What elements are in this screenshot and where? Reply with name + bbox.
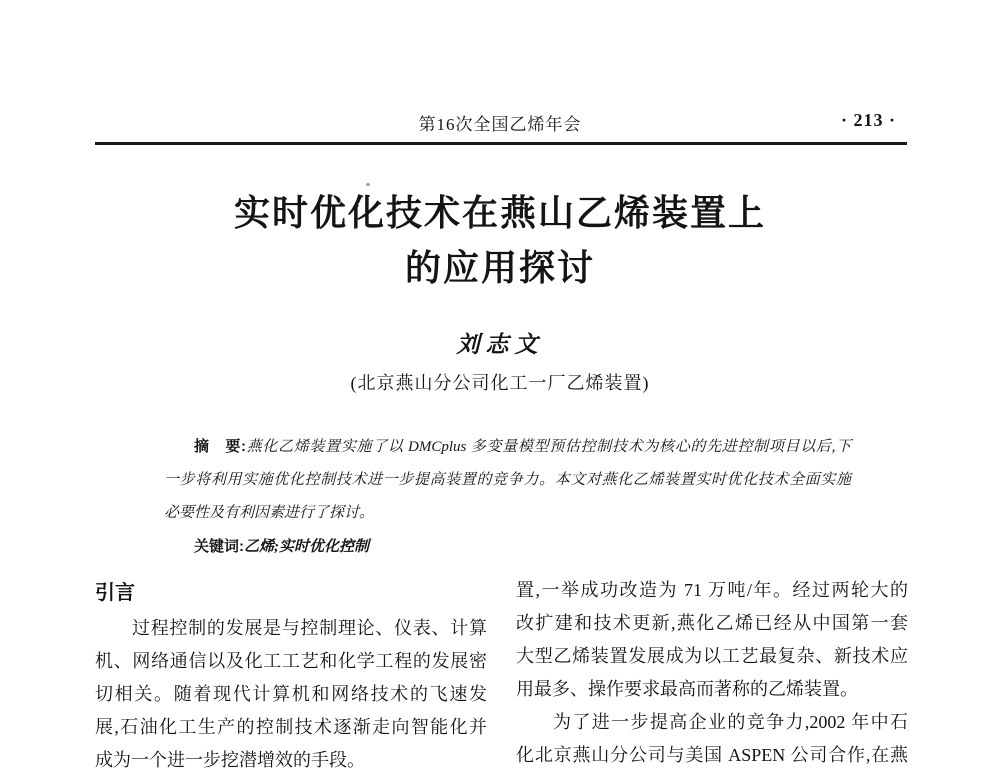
header-page-number: · 213 · bbox=[840, 110, 896, 130]
body-line: 用最多、操作要求最高而著称的乙烯装置。 bbox=[516, 679, 858, 699]
body-line: 改扩建和技术更新,燕化乙烯已经从中国第一套 bbox=[516, 613, 908, 633]
body-column-right bbox=[516, 574, 908, 772]
abstract-line-1 bbox=[164, 430, 851, 464]
paper-title bbox=[0, 185, 1000, 295]
paper-title-line-2: 的应用探讨 bbox=[404, 247, 595, 288]
paper-title-line-1: 实时优化技术在燕山乙烯装置上 bbox=[233, 192, 766, 233]
body-line: 过程控制的发展是与控制理论、仪表、计算 bbox=[132, 618, 487, 638]
keywords-line bbox=[164, 530, 851, 564]
body-line: 化北京燕山分公司与美国 ASPEN 公司合作,在燕 bbox=[516, 745, 908, 765]
abstract-block bbox=[164, 430, 851, 564]
abstract-label: 摘 要: bbox=[194, 438, 247, 455]
author-name: 刘志文 bbox=[456, 332, 544, 357]
keywords-label: 关键词: bbox=[194, 538, 244, 555]
header-conference-title: 第16次全国乙烯年会 bbox=[418, 115, 582, 134]
header-rule-divider bbox=[95, 142, 907, 145]
body-line: 成为一个进一步挖潜增效的手段。 bbox=[95, 750, 365, 770]
body-line: 置,一举成功改造为 71 万吨/年。经过两轮大的 bbox=[516, 580, 908, 600]
body-line: 大型乙烯装置发展成为以工艺最复杂、新技术应 bbox=[516, 646, 908, 666]
body-column-left bbox=[95, 574, 487, 777]
author-affiliation: (北京燕山分公司化工一厂乙烯装置) bbox=[350, 373, 650, 393]
abstract-line-3: 必要性及有利因素进行了探讨。 bbox=[164, 505, 375, 521]
section-heading-introduction: 引言 bbox=[95, 582, 135, 604]
body-line: 机、网络通信以及化工工艺和化学工程的发展密 bbox=[95, 651, 487, 671]
abstract-line-2: 一步将利用实施优化控制技术进一步提高装置的竞争力。本文对燕化乙烯装置实时优化技术全面实施 bbox=[164, 472, 851, 488]
keywords-value: 乙烯;实时优化控制 bbox=[244, 539, 369, 555]
body-line: 为了进一步提高企业的竞争力,2002 年中石 bbox=[553, 712, 908, 732]
body-line: 切相关。随着现代计算机和网络技术的飞速发 bbox=[95, 684, 487, 704]
body-line: 展,石油化工生产的控制技术逐渐走向智能化并 bbox=[95, 717, 487, 737]
abstract-line-1-text: 燕化乙烯装置实施了以 DMCplus 多变量模型预估控制技术为核心的先进控制项目以后,下 bbox=[246, 439, 852, 455]
